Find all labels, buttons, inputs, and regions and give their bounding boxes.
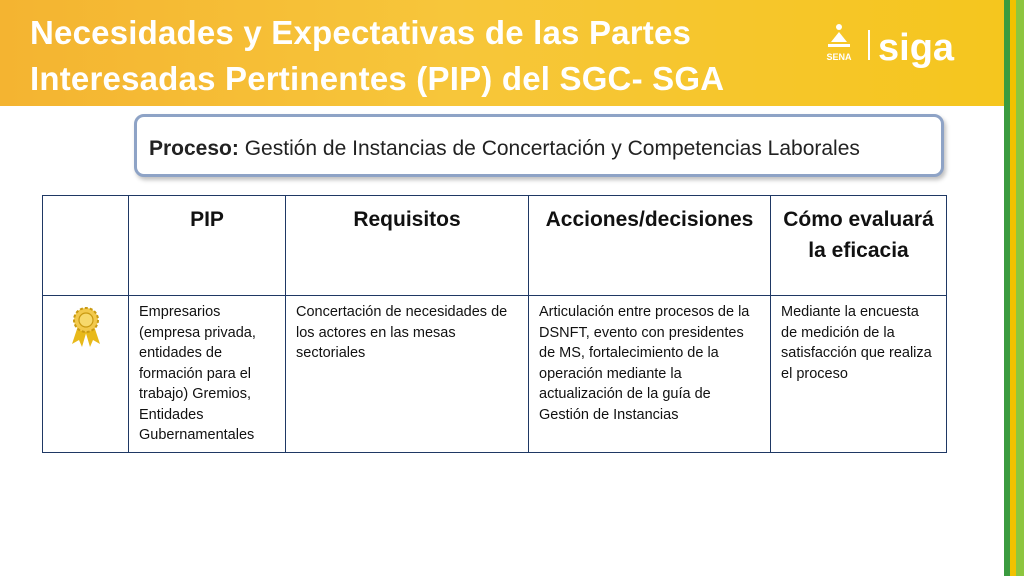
header-acciones: Acciones/decisiones [529,196,771,296]
header-pip: PIP [129,196,286,296]
table-row [43,296,947,453]
process-box [134,114,944,177]
header-empty [43,196,129,296]
page-title: Necesidades y Expectativas de las Partes Interesadas Pertinentes (PIP) del SGC- SGA [30,14,725,97]
side-stripes [1004,0,1024,576]
award-ribbon-icon [69,306,103,348]
stripe-green-light [1016,0,1024,576]
pip-table [42,195,947,453]
cell-requisitos: Concertación de necesidades de los actores en las mesas sectoriales [286,296,529,453]
cell-eficacia: Mediante la encuesta de medición de la satisfacción que realiza el proceso [771,296,947,453]
process-label: Proceso: [149,137,239,160]
header-requisitos: Requisitos [286,196,529,296]
table-header-row [43,196,947,296]
sena-siga-logo [826,20,976,78]
header-banner [0,0,1004,106]
cell-pip: Empresarios (empresa privada, entidades de formación para el trabajo) Gremios, Entidades Gubernamentales [129,296,286,453]
header-eficacia: Cómo evaluará la eficacia [771,196,947,296]
icon-cell [43,296,129,453]
process-value: Gestión de Instancias de Concertación y Competencias Laborales [244,137,860,160]
siga-text: siga [878,27,955,69]
cell-acciones: Articulación entre procesos de la DSNFT, evento con presidentes de MS, fortalecimiento de la operación mediante la actualización de la guía de Gestión de Instancias [529,296,771,453]
sena-text: SENA [826,52,852,62]
